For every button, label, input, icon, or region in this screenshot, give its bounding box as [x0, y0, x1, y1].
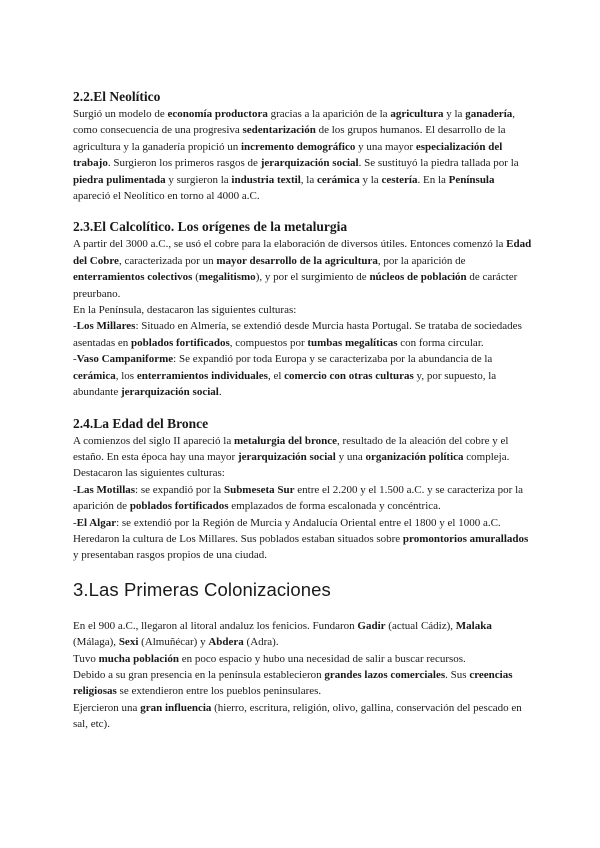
bold-term: enterramientos individuales — [136, 369, 268, 382]
bold-term: grandes lazos comerciales — [324, 668, 446, 681]
bold-term: cerámica — [316, 173, 360, 186]
bold-term: agricultura — [390, 108, 444, 120]
text-run: . Surgieron los primeros rasgos de — [107, 157, 261, 170]
paragraph — [73, 236, 533, 302]
bold-term: Sexi — [118, 636, 139, 649]
bold-term: Abdera — [208, 636, 244, 649]
text-run: y una — [335, 450, 366, 463]
bold-term: poblados fortificados — [131, 336, 230, 349]
text-run: En la Península, destacaron las siguientes culturas: — [73, 304, 297, 317]
text-run: y la — [359, 173, 382, 186]
bold-term: jerarquización social — [237, 450, 336, 463]
text-run: emplazados de forma escalonada y concéntrica. — [228, 500, 441, 513]
bold-term: metalurgia del bronce — [233, 434, 338, 447]
bold-term: piedra pulimentada — [73, 173, 166, 186]
text-run: : se expandió por la — [135, 483, 224, 496]
bold-term: Los Millares — [76, 320, 136, 333]
bold-term: tumbas megalíticas — [307, 336, 398, 349]
bold-term: jerarquización social — [120, 386, 219, 399]
text-run: Surgió un modelo de — [73, 108, 168, 120]
bold-term: enterramientos colectivos — [73, 271, 193, 284]
text-run: En el 900 a.C., llegaron al litoral andaluz los fenicios. Fundaron — [73, 619, 358, 632]
text-run: (hierro, escritura, religión, olivo, gallina, conservación del pescado en sal, etc). — [73, 701, 522, 731]
paragraph — [73, 651, 533, 667]
text-run: - — [73, 320, 77, 333]
text-run: se extendieron entre los pueblos peninsulares. — [116, 685, 322, 698]
bold-term: poblados fortificados — [129, 500, 229, 513]
bold-term: especialización del trabajo — [73, 140, 503, 170]
bold-term: gran influencia — [140, 701, 212, 714]
text-run: Ejercieron una — [73, 701, 141, 714]
text-run: , compuestos por — [229, 336, 308, 349]
text-run: , como consecuencia de una progresiva — [73, 108, 515, 137]
text-run: (actual Cádiz), — [385, 619, 456, 632]
section-calcolitico — [73, 218, 533, 400]
text-run: y una mayor — [355, 140, 416, 153]
bold-term: Vaso Campaniforme — [76, 353, 174, 366]
bold-term: cerámica — [73, 369, 116, 382]
paragraph — [73, 302, 533, 318]
text-run: (Adra). — [243, 636, 279, 649]
text-run: con forma circular. — [397, 336, 484, 349]
text-run: , el — [267, 369, 285, 382]
paragraph — [73, 618, 533, 651]
text-run: compleja. Destacaron las siguientes culturas: — [73, 450, 510, 480]
text-run: A partir del 3000 a.C., se usó el cobre para la elaboración de diversos útiles. Entonces comenzó la — [73, 238, 507, 251]
text-run: . Sus — [445, 668, 470, 681]
text-run: , caracterizada por un — [118, 254, 217, 267]
bold-term: jerarquización social — [260, 157, 359, 170]
bold-term: industria textil — [231, 173, 301, 186]
text-run: apareció el Neolítico en torno al 4000 a.C. — [73, 190, 260, 203]
paragraph — [73, 667, 533, 700]
chapter-title: 3.Las Primeras Colonizaciones — [73, 578, 331, 600]
bold-term: Gadir — [357, 619, 386, 632]
text-run: gracias a la aparición de la — [267, 108, 391, 120]
text-run: y surgieron la — [165, 173, 232, 186]
text-run: . En la — [417, 173, 449, 186]
text-run: ( — [192, 271, 199, 284]
text-run: de carácter preurbano. — [73, 271, 518, 300]
text-run: . Se sustituyó la piedra tallada por la — [358, 157, 519, 170]
text-run: , la — [300, 173, 317, 186]
text-run: : Situado en Almería, se extendió desde Murcia hasta Portugal. Se trataba de sociedades asentadas en — [73, 320, 522, 349]
text-run: - — [73, 516, 77, 529]
paragraph — [73, 515, 533, 564]
section-body — [73, 106, 533, 204]
bold-term: Submeseta Sur — [223, 483, 295, 496]
bold-term: mucha población — [98, 652, 179, 665]
text-run: en poco espacio y hubo una necesidad de salir a buscar recursos. — [178, 652, 466, 665]
bold-term: ganadería — [465, 108, 513, 120]
bold-term: creencias religiosas — [73, 668, 513, 698]
text-run: : se extendió por la Región de Murcia y Andalucía Oriental entre el 1800 y el 1000 a.C. Heredaron la cultura de Los Millares. Sus poblados estaban situados sobre — [73, 516, 501, 545]
bold-term: incremento demográfico — [241, 140, 356, 153]
bold-term: Malaka — [455, 619, 492, 632]
document-page — [73, 88, 533, 733]
section-body — [73, 433, 533, 564]
paragraph — [73, 106, 533, 204]
section-edad-bronce — [73, 415, 533, 564]
text-run: (Almuñécar) y — [138, 636, 209, 649]
bold-term: núcleos de población — [369, 271, 467, 284]
text-run: A comienzos del siglo II apareció la — [73, 434, 234, 447]
bold-term: promontorios amurallados — [402, 532, 529, 545]
bold-term: El Algar — [76, 516, 117, 529]
bold-term: cestería — [381, 173, 418, 186]
bold-term: organización política — [365, 450, 464, 463]
bold-term: Península — [448, 173, 495, 186]
text-run: - — [73, 353, 77, 366]
paragraph — [73, 351, 533, 400]
text-run: Tuvo — [73, 652, 99, 665]
chapter-colonizaciones — [73, 578, 533, 733]
chapter-body — [73, 618, 533, 733]
text-run: y, por supuesto, la abundante — [73, 369, 497, 399]
section-body — [73, 236, 533, 400]
section-title: 2.4.La Edad del Bronce — [73, 415, 209, 431]
paragraph — [73, 482, 533, 515]
text-run: y presentaban rasgos propios de una ciudad. — [73, 549, 267, 562]
bold-term: sedentarización — [242, 124, 316, 137]
bold-term: Edad del Cobre — [73, 238, 532, 267]
section-title: 2.3.El Calcolítico. Los orígenes de la metalurgia — [73, 219, 348, 235]
section-title: 2.2.El Neolítico — [73, 89, 161, 104]
text-run: , por la aparición de — [377, 254, 466, 267]
text-run: - — [73, 483, 77, 496]
text-run: : Se expandió por toda Europa y se caracterizaba por la abundancia de la — [173, 353, 493, 366]
section-neolitico — [73, 88, 533, 204]
text-run: ), y por el surgimiento de — [255, 271, 370, 284]
text-run: y la — [443, 108, 466, 120]
bold-term: megalitismo — [198, 271, 256, 284]
paragraph — [73, 700, 533, 733]
text-run: de los grupos humanos. El desarrollo de la agricultura y la ganadería propició un — [73, 124, 506, 153]
text-run: . — [218, 386, 222, 399]
bold-term: mayor desarrollo de la agricultura — [216, 254, 378, 267]
text-run: entre el 2.200 y el 1.500 a.C. y se caracteriza por la aparición de — [73, 483, 524, 513]
bold-term: economía productora — [167, 108, 268, 120]
paragraph — [73, 433, 533, 482]
bold-term: comercio con otras culturas — [284, 369, 414, 382]
text-run: Debido a su gran presencia en la península establecieron — [73, 668, 325, 681]
bold-term: Las Motillas — [76, 483, 136, 496]
paragraph — [73, 318, 533, 351]
text-run: (Málaga), — [73, 636, 119, 649]
text-run: , resultado de la aleación del cobre y el estaño. En esta época hay una mayor — [73, 434, 509, 463]
text-run: , los — [115, 369, 137, 382]
